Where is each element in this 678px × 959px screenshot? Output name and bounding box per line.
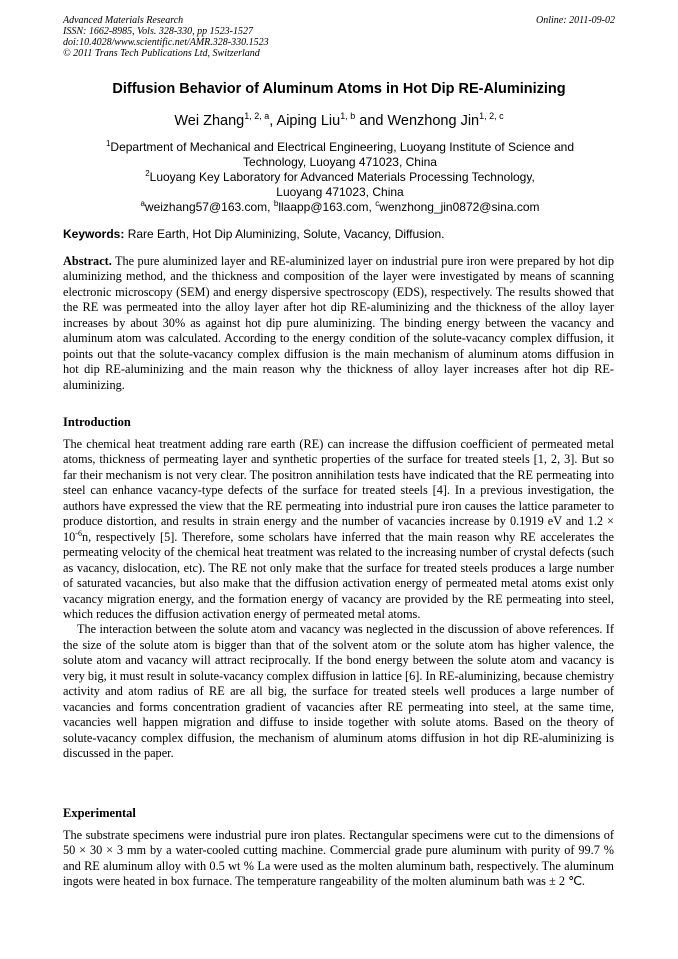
online-date: Online: 2011-09-02 — [536, 15, 615, 26]
affiliation-1-line-1: Department of Mechanical and Electrical Engineering, Luoyang Institute of Science and — [110, 140, 575, 154]
author-emails — [60, 200, 620, 215]
author-name: Wei Zhang — [174, 113, 245, 129]
section-heading-introduction: Introduction — [63, 415, 131, 429]
author-separator: , — [269, 113, 277, 129]
exponent: -6 — [75, 528, 82, 538]
doi-line: doi:10.4028/www.scientific.net/AMR.328-330.1523 — [63, 37, 269, 48]
author-affil-sup: 1, b — [340, 111, 356, 121]
affiliation-2-line-1: Luoyang Key Laboratory for Advanced Materials Processing Technology, — [149, 170, 535, 184]
keywords — [63, 227, 619, 241]
author-separator: and — [355, 113, 388, 129]
affil-marker: 1 — [105, 139, 111, 148]
paragraph: The interaction between the solute atom and vacancy was neglected in the discussion of above references. If the size of the solute atom is bigger than that of the solvent atom or the solute atom has higher valence, the solute atom and vacancy will attract reciprocally. If the bond energy between the solute atom and vacancy is very big, it must result in solute-vacancy complex diffusion in lattice [6]. In RE-aluminizing, because chemistry activity and atom radius of RE are all big, the surface for treated steels well produces a large number of vacancies and forms concentration gradient of vacancies after RE permeating into steel, at the same time, vacancies well happen migration and diffuse to inside together with solute atoms. Based on the theory of solute-vacancy complex diffusion, the mechanism of aluminum atoms diffusion in hot dip RE-aluminizing is discussed in the paper. — [63, 622, 614, 761]
author-affil-sup: 1, 2, a — [244, 111, 270, 121]
copyright-line: © 2011 Trans Tech Publications Ltd, Switzerland — [63, 48, 260, 59]
introduction-section — [63, 437, 614, 762]
journal-name: Advanced Materials Research — [63, 15, 184, 26]
author-affil-sup: 1, 2, c — [479, 111, 504, 121]
paragraph-text: The chemical heat treatment adding rare earth (RE) can increase the diffusion coefficient of permeated metal atoms, thickness of permeating layer and synthetic properties of the surface for treated steels [1, 2, 3]. But so far their mechanism is not very clear. The positron annihilation tests have indicated that the RE permeating into steel can enhance vacancy-type defects of the surface for treated steels [4]. In a previous investigation, the authors have expressed the view that the RE permeating into industrial pure iron causes the lattice parameter to produce distortion, and results in strain energy and the number of vacancies increase by 0.1919 eV and 1.2 × 10 — [63, 437, 614, 544]
abstract — [63, 254, 614, 393]
author-list — [0, 113, 678, 129]
paragraph: The substrate specimens were industrial pure iron plates. Rectangular specimens were cut to the dimensions of 50 × 30 × 3 mm by a water-cooled cutting machine. Commercial grade pure aluminum with purity of 99.7 % and RE aluminum alloy with 0.5 wt % La were used as the molten aluminum bath, respectively. The aluminum ingots were heated in box furnace. The temperature rangeability of the molten aluminum bath was ± 2 ℃. — [63, 828, 614, 889]
email-c: wenzhong_jin0872@sina.com — [379, 200, 540, 214]
affiliation-2-line-2: Luoyang 471023, China — [276, 185, 404, 199]
paper-title: Diffusion Behavior of Aluminum Atoms in Hot Dip RE-Aluminizing — [112, 81, 566, 97]
running-header — [63, 15, 615, 59]
experimental-section — [63, 828, 614, 890]
affil-marker: 2 — [145, 169, 150, 178]
email-a: weizhang57@163.com, — [144, 200, 274, 214]
email-b: llaapp@163.com, — [278, 200, 376, 214]
keywords-text: Rare Earth, Hot Dip Aluminizing, Solute, Vacancy, Diffusion. — [124, 227, 445, 241]
email-marker: a — [140, 199, 145, 208]
section-heading-experimental: Experimental — [63, 806, 136, 820]
affiliation-1-line-2: Technology, Luoyang 471023, China — [243, 155, 437, 169]
email-marker: b — [273, 199, 279, 208]
paragraph — [63, 437, 614, 622]
keywords-label: Keywords: — [63, 227, 125, 241]
abstract-label: Abstract. — [63, 254, 112, 268]
abstract-text: The pure aluminized layer and RE-aluminized layer on industrial pure iron were prepared by hot dip aluminizing method, and the thickness and composition of the layer were investigated by means of scanning electronic microscopy (SEM) and energy dispersive spectroscopy (EDS), respectively. The results showed that the RE was permeated into the alloy layer after hot dip RE-aluminizing and the thickness of the alloy layer increases by about 30% as against hot dip pure aluminizing. The binding energy between the vacancy and aluminum atom was calculated. According to the energy condition of the solute-vacancy complex diffusion, it points out that the solute-vacancy complex diffusion is the main mechanism of aluminum atoms diffusion in hot dip RE-aluminizing and the main reason why the thickness of alloy layer increases after hot dip RE-aluminizing. — [63, 254, 614, 392]
issn-line: ISSN: 1662-8985, Vols. 328-330, pp 1523-1527 — [63, 26, 253, 37]
email-marker: c — [375, 199, 380, 208]
author-name: Wenzhong Jin — [387, 113, 480, 129]
affiliations — [60, 140, 620, 215]
author-name: Aiping Liu — [276, 113, 341, 129]
paragraph-text: n, respectively [5]. Therefore, some scholars have inferred that the main reason why RE accelerates the permeating velocity of the chemical heat treatment was related to the increasing number of crystal defects (such as vacancy, dislocation, etc). The RE not only make that the surface for treated steels produces a large number of saturated vacancies, but also make that the diffusion activation energy of permeated metal atoms exist only vacancy migration energy, and the formation energy of vacancy are provided by the RE permeating into steel, which reduces the diffusion activation energy of permeated metal atoms. — [63, 529, 614, 621]
